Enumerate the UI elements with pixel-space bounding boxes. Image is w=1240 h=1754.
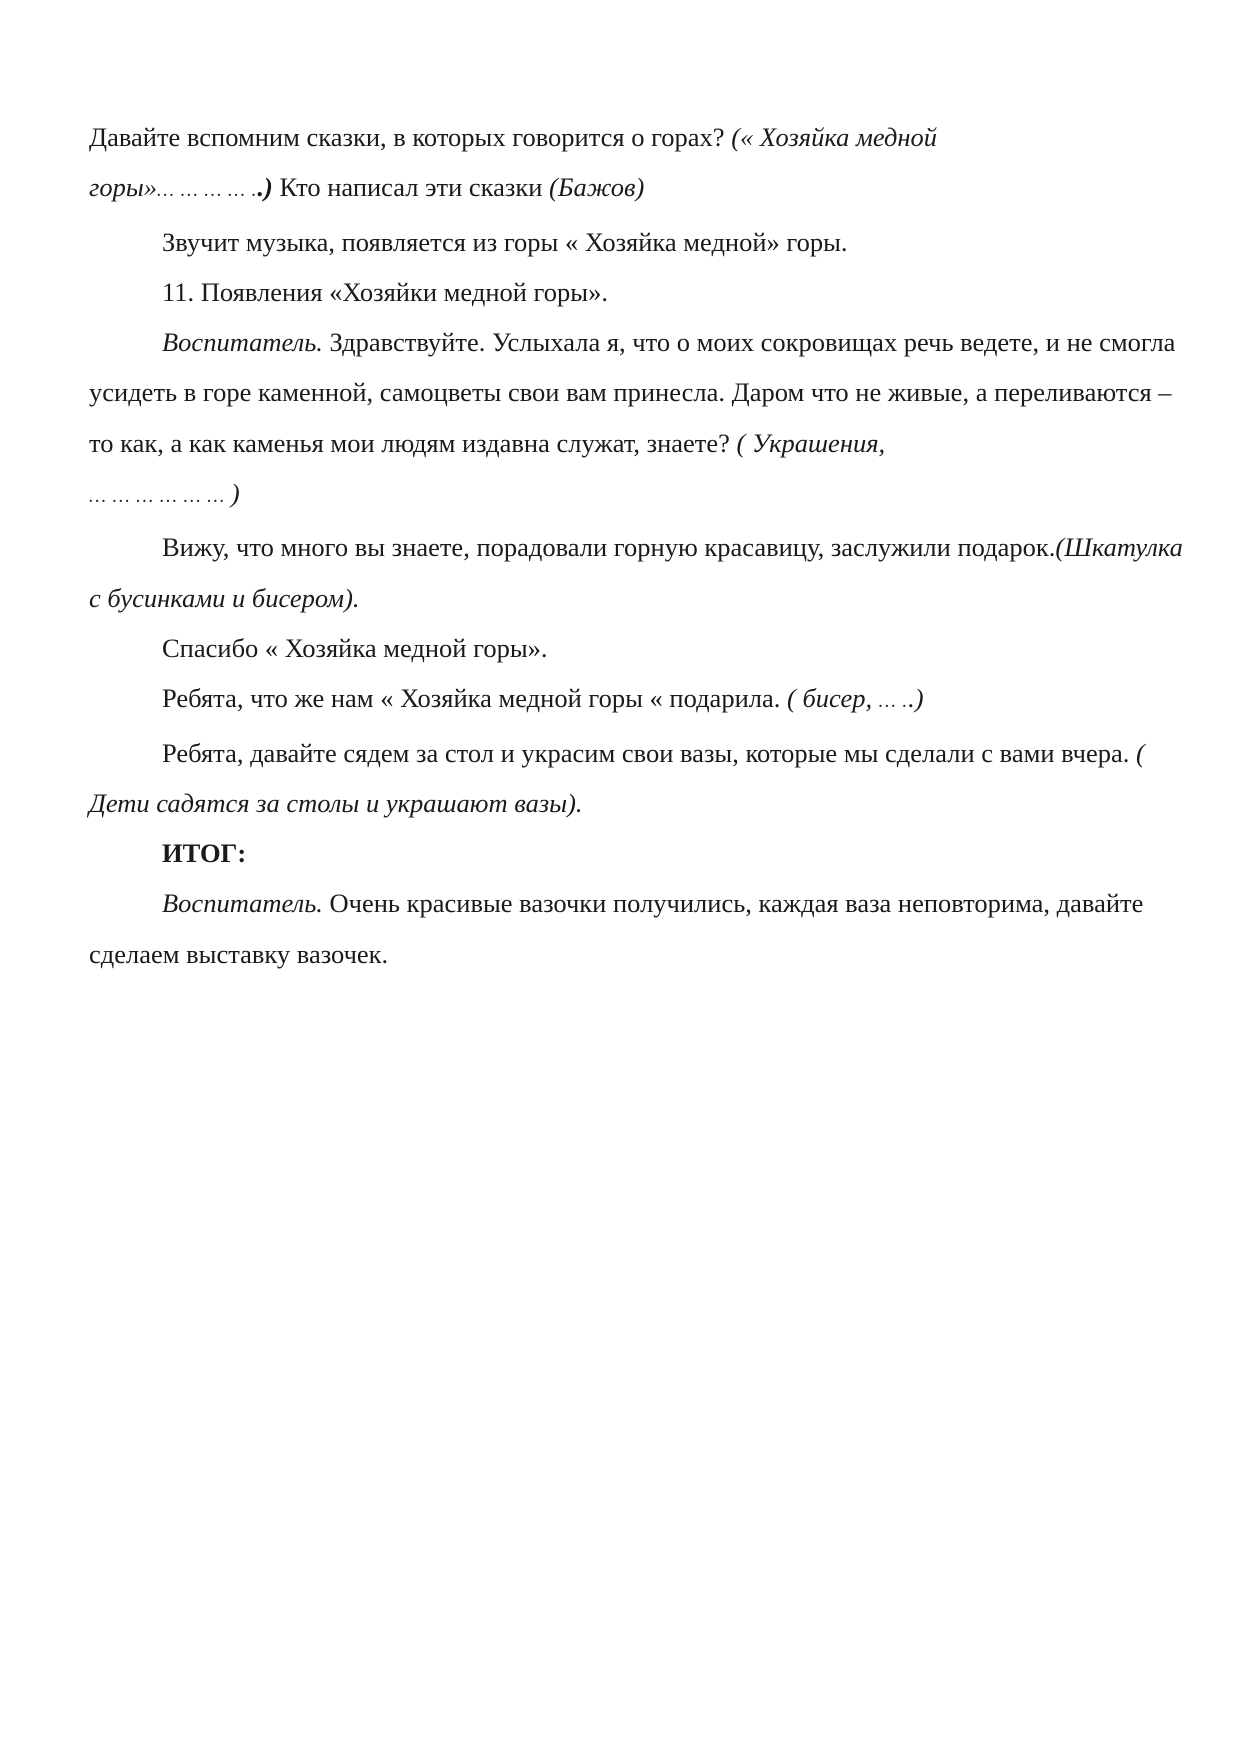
paragraph-music: Звучит музыка, появляется из горы « Хозяйка медной» горы. <box>162 226 848 257</box>
document-body <box>89 112 1199 979</box>
text-fragment: Вижу, что много вы знаете, порадовали горную красавицу, заслужили подарок. <box>162 532 1056 563</box>
italic-fragment: (Шкатулка с бусинками и бисером). <box>89 532 1183 613</box>
speaker-label: Воспитатель. <box>162 327 323 358</box>
text-fragment: Здравствуйте. Услыхала я, что о моих сокровищах речь ведете, и не смогла усидеть в горе каменной, самоцветы свои вам принесла. Даром что не живые, а переливаются – то как, а как каменья мои людям издавна служат, знаете? <box>89 327 1176 458</box>
text-fragment: Очень красивые вазочки получились, каждая ваза неповторима, давайте сделаем выставку вазочек. <box>89 888 1144 969</box>
text-fragment: Кто написал эти сказки <box>272 172 550 203</box>
paragraph-decorate <box>89 728 1199 829</box>
text-fragment: Ребята, что же нам « Хозяйка медной горы « подарила. <box>162 683 787 714</box>
italic-fragment: ( бисер, <box>787 683 879 714</box>
italic-fragment: (« Хозяйка медной <box>731 122 938 152</box>
italic-fragment: .) <box>257 172 273 203</box>
ellipsis-fragment: … … … … . <box>157 180 258 202</box>
paragraph-gift <box>89 522 1199 623</box>
paragraph-fairy-tales <box>89 112 1199 217</box>
italic-fragment: (Бажов) <box>549 172 645 203</box>
text-fragment: Ребята, давайте сядем за стол и украсим свои вазы, которые мы сделали с вами вчера. <box>162 737 1137 768</box>
paragraph-question <box>89 673 1199 727</box>
paragraph-thanks: Спасибо « Хозяйка медной горы». <box>162 632 548 663</box>
italic-fragment: ) <box>230 478 240 509</box>
paragraph-greeting <box>89 317 1199 522</box>
paragraph-item-11: 11. Появления «Хозяйки медной горы». <box>162 276 608 307</box>
italic-fragment: .) <box>908 683 924 714</box>
speaker-label: Воспитатель. <box>162 888 323 919</box>
text-fragment: Давайте вспомним сказки, в которых говорится о горах? <box>89 122 732 152</box>
paragraph-conclusion <box>89 878 1199 979</box>
section-heading-summary: ИТОГ: <box>162 838 247 869</box>
italic-fragment: ( Дети садятся за столы и украшают вазы). <box>89 737 1145 818</box>
italic-fragment: горы» <box>89 172 158 203</box>
ellipsis-fragment: … . <box>878 691 909 713</box>
ellipsis-fragment: … … … … … … <box>89 486 231 508</box>
italic-fragment: ( Украшения, <box>736 427 886 458</box>
